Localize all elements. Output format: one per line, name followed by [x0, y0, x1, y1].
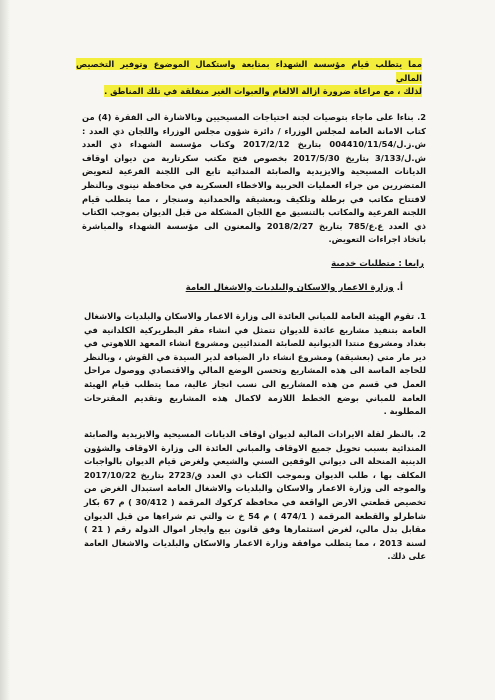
- item-a2-text: بالنظر لقلة الايرادات المالية لديوان اوقاف الديانات المسيحية والايزيدية والصابئة المندائية بسبب تحويل جميع الاوقاف والمباني العائدة الى وزارة الاوقاف والشؤون الدينية المنحلة الى ديواني الوقفين السني والشيعي ولغرض قيام الديوان بالواجبات المكلف بها ، طلب الديوان وبموجب الكتاب ذي العدد ق/2723 بتاريخ 2017/10/22 والموجه الى وزارة الاعمار والاسكان والبلديات والاشغال العامة استبدال الغرض من تخصيص قطعتي الارض الواقعة في محافظة كركوك المرقمة ( 30/412 ) م 67 بكار شاطرلو والقطعة المرقمة ( 474/1 ) م 54 خ ت والتي تم شراءها من قبل الديوان مقابل بدل مالي، لغرض استثمارها وفق قانون بيع وايجار اموال الدولة رقم ( 21 ) لسنة 2013 ، مما يتطلب موافقة وزارة الاعمار والاسكان والبلديات والاشغال العامة على ذلك.: [84, 429, 426, 562]
- subsection-a-letter: أ.: [396, 283, 403, 293]
- item-a2-paragraph: [84, 428, 426, 564]
- item-a1-number: 1.: [417, 311, 427, 321]
- item-a1-text: تقوم الهيئة العامة للمباني العائدة الى وزارة الاعمار والاسكان والبلديات والاشغال العامة بتنفيذ مشاريع عائدة للديوان تتمثل في انشاء مقر البطريركية الكلدانية في بغداد ومشروع منتدا الديوانية للصابئة المندائيين ومشروع انشاء المعهد اللاهوتي في دير مار متي (بعشيقة) ومشروع انشاء دار الضيافة لدير السيدة في القوش ، وبالنظر للحاجة الماسة الى هذه المشاريع وتحسن الوضع المالي والاقتصادي ووصول مراحل العمل في قسم من هذه المشاريع الى نسب انجاز عالية، مما يتطلب قيام الهيئة العامة للمباني بوضع الخطط اللازمة لاكمال هذه المشاريع وتقديم المقترحات المطلوبة .: [84, 311, 426, 417]
- section-4-label: رابعا : متطلبات خدمية: [331, 259, 424, 269]
- intro-line-2: لذلك ، مع مراعاة ضرورة ازالة الالغام والعبوات الغير منفلقة في تلك المناطق .: [104, 86, 422, 97]
- subsection-a-title: وزارة الاعمار والاسكان والبلديات والاشغال العامة: [185, 283, 394, 293]
- subsection-a-heading: [186, 283, 403, 293]
- intro-paragraph: [76, 58, 422, 99]
- item-a1-paragraph: [84, 310, 426, 419]
- page-edge-shadow: [0, 0, 10, 700]
- intro-line-1: مما يتطلب قيام مؤسسة الشهداء بمتابعة واستكمال الموضوع وتوفير التخصيص المالي: [76, 59, 422, 83]
- item-2-text: بناءا على ماجاء بتوصيات لجنة احتياجات المسيحيين وبالاشارة الى الفقرة (4) من كتاب الامانة العامة لمجلس الوزراء / دائرة شؤون مجلس الوزراء واللجان ذي العدد : ش.ز.ل/004410/11/54 بتاريخ 2017/2/12 وكتاب مؤسسة الشهداء ذي العدد ش.ل/3/133 بتاريخ 2017/5/30 بخصوص فتح مكتب سكرتارية من ديوان اوقاف الديانات المسيحية والايزيدية والصابئة المندائية تابع الى اللجنة الفرعية لتعويض المتضررين من جراء العمليات الحربية والاخطاء العسكرية في محافظة نينوى وبالنظر لافتتاح مكاتب في برطلة وتلكيف وبعشيقة والحمدانية وسنجار ، مما يتطلب قيام اللجنة الفرعية والمكاتب بالتنسيق مع اللجان المشكلة من قبل الديوان بموجب الكتاب ذي العدد ع.ع/785 بتاريخ 2018/2/27 والمعنون الى مؤسسة الشهداء والمباشرة باتخاذ اجراءات التعويض.: [82, 112, 426, 245]
- item-2-number: 2.: [417, 112, 426, 122]
- item-2-paragraph: [82, 111, 426, 247]
- item-a2-number: 2.: [417, 429, 426, 439]
- section-4-heading: [331, 259, 424, 269]
